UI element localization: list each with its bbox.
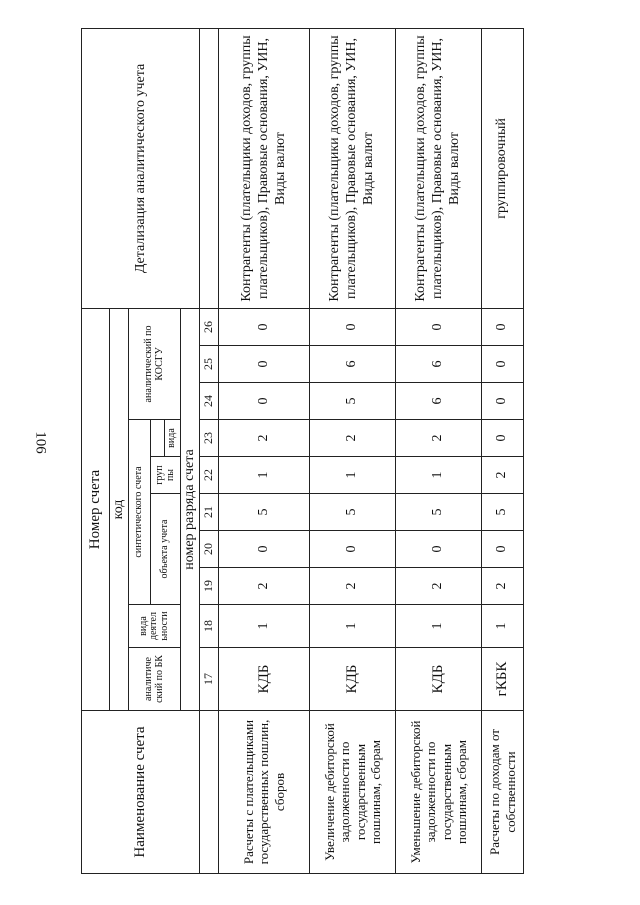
header-account-name: Наименование счета	[82, 711, 200, 874]
row-value: 0	[482, 308, 524, 345]
row-value: 6	[310, 346, 396, 383]
digit-cell: 21	[200, 494, 219, 531]
row-code: КДБ	[310, 648, 396, 711]
row-value: 6	[396, 383, 482, 420]
digit-cell: 24	[200, 383, 219, 420]
row-value: 0	[482, 531, 524, 568]
table-row	[396, 28, 482, 873]
row-value: 0	[396, 531, 482, 568]
row-value: 0	[482, 420, 524, 457]
row-value: 1	[310, 605, 396, 648]
row-value: 1	[219, 605, 310, 648]
row-value: 2	[310, 568, 396, 605]
row-value: 1	[396, 457, 482, 494]
digit-cell-empty	[200, 28, 219, 308]
row-value: 5	[310, 383, 396, 420]
row-code: КДБ	[219, 648, 310, 711]
header-analytic-kosgu: аналитический по КОСГУ	[129, 308, 181, 419]
table-row	[310, 28, 396, 873]
row-value: 0	[219, 531, 310, 568]
row-value: 2	[219, 568, 310, 605]
digit-cell: 23	[200, 420, 219, 457]
row-value: 5	[396, 494, 482, 531]
row-value: 1	[396, 605, 482, 648]
row-detail: Контрагенты (плательщики доходов, группы плательщиков), Правовые основания, УИН, Виды валют	[219, 28, 310, 308]
header-analytic-detail: Детализация аналитического учета	[82, 28, 200, 308]
digit-cell: 26	[200, 308, 219, 345]
header-digit-number: номер разряда счета	[181, 308, 200, 710]
row-value: 5	[219, 494, 310, 531]
digit-cell: 17	[200, 648, 219, 711]
row-value: 0	[219, 308, 310, 345]
row-detail: Контрагенты (плательщики доходов, группы плательщиков), Правовые основания, УИН, Виды валют	[396, 28, 482, 308]
digit-cell: 25	[200, 346, 219, 383]
row-value: 0	[310, 308, 396, 345]
row-value: 2	[396, 420, 482, 457]
header-account-number: Номер счета	[82, 308, 110, 710]
row-value: 2	[396, 568, 482, 605]
row-value: 1	[310, 457, 396, 494]
row-name: Увеличение дебиторской задолженности по государственным пошлинам, сборам	[310, 711, 396, 874]
row-value: 5	[482, 494, 524, 531]
row-value: 5	[310, 494, 396, 531]
digit-cell: 22	[200, 457, 219, 494]
row-value: 0	[482, 383, 524, 420]
digit-cell: 18	[200, 605, 219, 648]
row-value: 0	[219, 383, 310, 420]
row-value: 2	[482, 568, 524, 605]
header-object: объекта учета	[151, 494, 181, 605]
header-type: вида	[165, 420, 181, 457]
accounts-table	[81, 28, 524, 874]
row-value: 0	[482, 346, 524, 383]
header-activity-type: вида деятел ьности	[129, 605, 181, 648]
row-name: Уменьшение дебиторской задолженности по государственным пошлинам, сборам	[396, 711, 482, 874]
header-code: код	[110, 308, 129, 710]
row-value: 6	[396, 346, 482, 383]
row-value: 0	[396, 308, 482, 345]
digit-cell: 20	[200, 531, 219, 568]
digit-cell-empty	[200, 711, 219, 874]
page-number: 106	[32, 431, 49, 454]
row-value: 1	[219, 457, 310, 494]
row-name: Расчеты с плательщиками государственных пошлин, сборов	[219, 711, 310, 874]
rotated-table-wrapper	[81, 31, 518, 874]
row-value: 2	[482, 457, 524, 494]
table-row	[219, 28, 310, 873]
digit-cell: 19	[200, 568, 219, 605]
row-name: Расчеты по доходам от собственности	[482, 711, 524, 874]
row-value: 0	[310, 531, 396, 568]
header-group: груп пы	[151, 457, 181, 494]
row-value: 2	[310, 420, 396, 457]
header-synthetic-account: синтетического счета	[129, 420, 151, 605]
row-value: 0	[219, 346, 310, 383]
header-analytic-bk: аналитиче ский по БК	[129, 648, 181, 711]
row-detail: группировочный	[482, 28, 524, 308]
row-value: 1	[482, 605, 524, 648]
row-code: гКБК	[482, 648, 524, 711]
row-value: 2	[219, 420, 310, 457]
row-detail: Контрагенты (плательщики доходов, группы плательщиков), Правовые основания, УИН, Виды валют	[310, 28, 396, 308]
header-type-spacer	[151, 420, 165, 457]
row-code: КДБ	[396, 648, 482, 711]
table-row	[482, 28, 524, 873]
